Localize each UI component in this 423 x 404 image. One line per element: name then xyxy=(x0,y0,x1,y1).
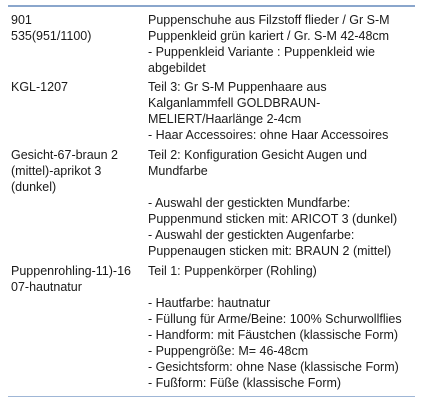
item-description-line: - Handform: mit Fäustchen (klassische Form) xyxy=(148,328,399,342)
item-description-line: - Auswahl der gestickten Augenfarbe: xyxy=(148,228,355,242)
item-description-cell xyxy=(148,263,415,391)
item-code-cell xyxy=(11,263,143,295)
item-code-line: (mittel)-aprikot 3 xyxy=(11,164,102,178)
item-description-cell xyxy=(148,79,415,143)
item-description-cell xyxy=(148,12,415,76)
item-description-line: - Puppenkleid Variante : Puppenkleid wie xyxy=(148,45,375,59)
item-description-line: Teil 1: Puppenkörper (Rohling) xyxy=(148,264,317,278)
item-description-line: Mundfarbe xyxy=(148,164,208,178)
item-description-line: Teil 3: Gr S-M Puppenhaare aus xyxy=(148,80,327,94)
item-description-line: Puppenaugen sticken mit: BRAUN 2 (mittel) xyxy=(148,244,392,258)
item-description-line: Teil 2: Konfiguration Gesicht Augen und xyxy=(148,148,367,162)
item-code-cell xyxy=(11,79,143,95)
item-code-line: 901 xyxy=(11,13,32,27)
item-description-line: MELIERT/Haarlänge 2-4cm xyxy=(148,112,302,126)
blank-line xyxy=(148,179,415,195)
item-code-cell xyxy=(11,12,143,44)
item-code-cell xyxy=(11,147,143,195)
item-description-line: - Haar Accessoires: ohne Haar Accessoires xyxy=(148,128,389,142)
item-description-line: - Hautfarbe: hautnatur xyxy=(148,296,271,310)
item-description-cell xyxy=(148,147,415,259)
table-top-rule xyxy=(8,5,415,7)
item-code-line: 07-hautnatur xyxy=(11,280,82,294)
item-code-line: 535(951/1100) xyxy=(11,29,92,43)
item-description-line: - Fußform: Füße (klassische Form) xyxy=(148,376,342,390)
blank-line xyxy=(148,279,415,295)
item-code-line: (dunkel) xyxy=(11,180,57,194)
item-description-line: Puppenmund sticken mit: ARICOT 3 (dunkel) xyxy=(148,212,398,226)
item-description-line: abgebildet xyxy=(148,61,206,75)
table-bottom-rule xyxy=(8,396,415,397)
item-code-line: KGL-1207 xyxy=(11,80,68,94)
item-code-line: Puppenrohling-11)-16 xyxy=(11,264,131,278)
item-description-line: - Füllung für Arme/Beine: 100% Schurwollflies xyxy=(148,312,402,326)
item-description-line: Puppenkleid grün kariert / Gr. S-M 42-48cm xyxy=(148,29,390,43)
item-description-line: Puppenschuhe aus Filzstoff flieder / Gr S-M xyxy=(148,13,390,27)
item-description-line: - Auswahl der gestickten Mundfarbe: xyxy=(148,196,351,210)
item-description-line: - Gesichtsform: ohne Nase (klassische Form) xyxy=(148,360,399,374)
item-description-line: Kalganlammfell GOLDBRAUN- xyxy=(148,96,321,110)
item-code-line: Gesicht-67-braun 2 xyxy=(11,148,119,162)
item-description-line: - Puppengröße: M= 46-48cm xyxy=(148,344,309,358)
